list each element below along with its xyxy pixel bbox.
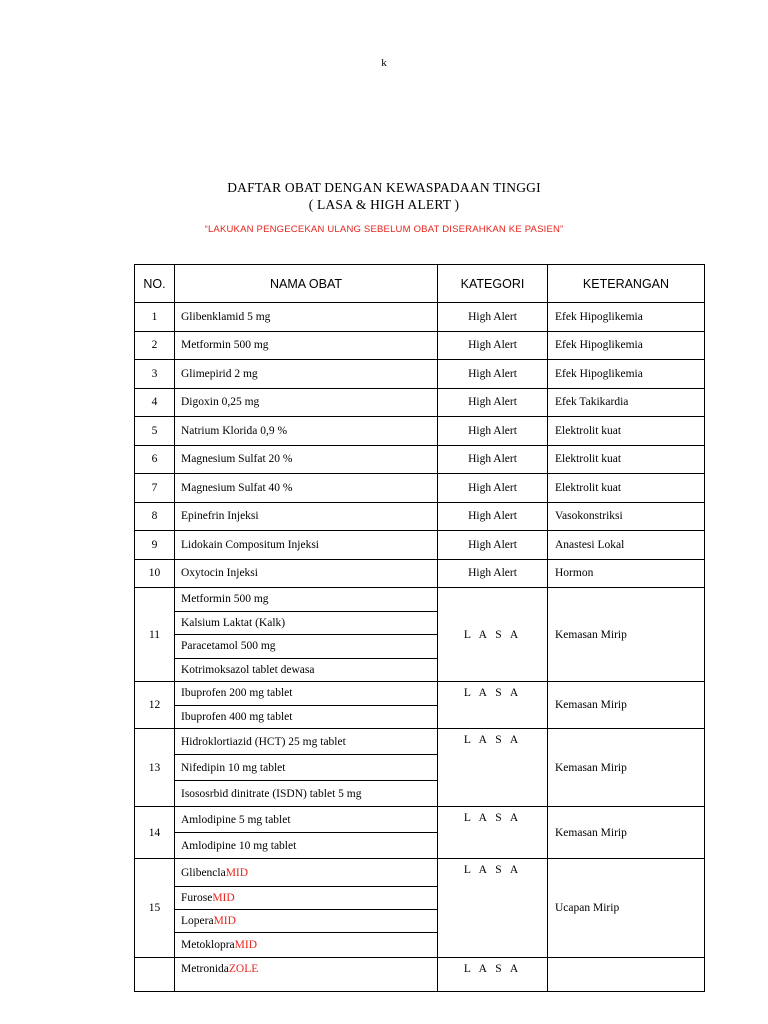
- drug-category: High Alert: [438, 531, 548, 560]
- drug-note: Anastesi Lokal: [548, 531, 705, 560]
- table-row: [135, 303, 705, 332]
- document-subtitle-lasa-high-alert: ( LASA & HIGH ALERT ): [308, 197, 460, 212]
- header-kategori: KATEGORI: [438, 265, 548, 303]
- drug-name: Amlodipine 5 mg tablet: [175, 807, 438, 833]
- drug-note: Kemasan Mirip: [548, 807, 705, 859]
- drug-name: Metformin 500 mg: [175, 588, 438, 612]
- drug-category: High Alert: [438, 417, 548, 446]
- document-title: DAFTAR OBAT DENGAN KEWASPADAAN TINGGI: [227, 180, 541, 195]
- drug-name-suffix: MID: [212, 892, 235, 904]
- header-nama-obat: NAMA OBAT: [175, 265, 438, 303]
- row-no: 3: [135, 360, 175, 389]
- drug-name: [175, 859, 438, 887]
- drug-name: Ibuprofen 200 mg tablet: [175, 682, 438, 706]
- drug-name-suffix: ZOLE: [228, 963, 259, 975]
- drug-category: High Alert: [438, 445, 548, 474]
- table-row: [135, 859, 705, 887]
- row-no: 10: [135, 559, 175, 588]
- drug-name: [175, 958, 438, 992]
- table-row: [135, 474, 705, 503]
- drug-note: Elektrolit kuat: [548, 474, 705, 503]
- row-no: 2: [135, 331, 175, 360]
- table-header-row: [135, 265, 705, 303]
- drug-name: Glibenklamid 5 mg: [175, 303, 438, 332]
- header-no: NO.: [135, 265, 175, 303]
- drug-note: Vasokonstriksi: [548, 502, 705, 531]
- drug-name: Oxytocin Injeksi: [175, 559, 438, 588]
- drug-name: [175, 887, 438, 910]
- table-row: [135, 729, 705, 755]
- drug-category: L A S A: [438, 729, 548, 807]
- row-no: 7: [135, 474, 175, 503]
- table-row: [135, 445, 705, 474]
- drug-note: Elektrolit kuat: [548, 445, 705, 474]
- table-row: [135, 360, 705, 389]
- drug-note: Elektrolit kuat: [548, 417, 705, 446]
- drug-category: L A S A: [438, 807, 548, 859]
- drug-name: Magnesium Sulfat 40 %: [175, 474, 438, 503]
- drug-name: Lidokain Compositum Injeksi: [175, 531, 438, 560]
- drug-name: Natrium Klorida 0,9 %: [175, 417, 438, 446]
- drug-category: L A S A: [438, 859, 548, 958]
- warning-note: “LAKUKAN PENGECEKAN ULANG SEBELUM OBAT DISERAHKAN KE PASIEN”: [204, 224, 564, 235]
- drug-category: High Alert: [438, 502, 548, 531]
- drug-name: Glimepirid 2 mg: [175, 360, 438, 389]
- drug-note: Efek Hipoglikemia: [548, 331, 705, 360]
- drug-name-base: Metronida: [181, 963, 229, 975]
- drug-name: Digoxin 0,25 mg: [175, 388, 438, 417]
- drug-name-base: Glibencla: [181, 866, 226, 879]
- drug-category: High Alert: [438, 474, 548, 503]
- table-row: [135, 958, 705, 992]
- drug-name: [175, 910, 438, 933]
- drug-category: High Alert: [438, 303, 548, 332]
- row-no: 1: [135, 303, 175, 332]
- drug-category: L A S A: [438, 682, 548, 729]
- drug-note: Efek Takikardia: [548, 388, 705, 417]
- row-no: 6: [135, 445, 175, 474]
- drug-name: Ibuprofen 400 mg tablet: [175, 705, 438, 729]
- row-no: 9: [135, 531, 175, 560]
- table-row: [135, 559, 705, 588]
- row-no: 8: [135, 502, 175, 531]
- table-row: [135, 588, 705, 612]
- drug-name: Kalsium Laktat (Kalk): [175, 611, 438, 635]
- table-row: [135, 807, 705, 833]
- table-row: [135, 417, 705, 446]
- row-no: 11: [135, 588, 175, 682]
- row-no: 13: [135, 729, 175, 807]
- drug-name-suffix: MID: [213, 915, 236, 927]
- table-row: [135, 331, 705, 360]
- drug-name: Nifedipin 10 mg tablet: [175, 755, 438, 781]
- drug-name-base: Furose: [181, 892, 213, 904]
- drug-name: Metformin 500 mg: [175, 331, 438, 360]
- drug-note: Efek Hipoglikemia: [548, 360, 705, 389]
- drug-category: High Alert: [438, 559, 548, 588]
- drug-note: Kemasan Mirip: [548, 588, 705, 682]
- drug-category: L A S A: [438, 958, 548, 992]
- drug-note: Kemasan Mirip: [548, 682, 705, 729]
- row-no: 4: [135, 388, 175, 417]
- drug-name: Epinefrin Injeksi: [175, 502, 438, 531]
- row-no: [135, 958, 175, 992]
- drug-table: [134, 264, 705, 992]
- row-no: 15: [135, 859, 175, 958]
- drug-category: High Alert: [438, 331, 548, 360]
- drug-category: L A S A: [438, 588, 548, 682]
- row-no: 12: [135, 682, 175, 729]
- drug-note: Ucapan Mirip: [548, 859, 705, 958]
- drug-category: High Alert: [438, 360, 548, 389]
- drug-name: Paracetamol 500 mg: [175, 635, 438, 659]
- table-row: [135, 388, 705, 417]
- header-keterangan: KETERANGAN: [548, 265, 705, 303]
- drug-name: Kotrimoksazol tablet dewasa: [175, 658, 438, 682]
- drug-name: [175, 933, 438, 958]
- drug-name: Magnesium Sulfat 20 %: [175, 445, 438, 474]
- drug-name: Amlodipine 10 mg tablet: [175, 833, 438, 859]
- row-no: 5: [135, 417, 175, 446]
- drug-note: [548, 958, 705, 992]
- drug-name: Hidroklortiazid (HCT) 25 mg tablet: [175, 729, 438, 755]
- drug-name-suffix: MID: [225, 866, 249, 879]
- row-no: 14: [135, 807, 175, 859]
- drug-note: Efek Hipoglikemia: [548, 303, 705, 332]
- drug-name-suffix: MID: [234, 939, 258, 951]
- drug-category: High Alert: [438, 388, 548, 417]
- drug-name-base: Metoklopra: [181, 939, 235, 951]
- page-mark: k: [381, 57, 387, 69]
- drug-note: Kemasan Mirip: [548, 729, 705, 807]
- table-row: [135, 502, 705, 531]
- table-row: [135, 531, 705, 560]
- drug-name: Isososrbid dinitrate (ISDN) tablet 5 mg: [175, 781, 438, 807]
- table-row: [135, 682, 705, 706]
- drug-name-base: Lopera: [181, 915, 214, 927]
- drug-note: Hormon: [548, 559, 705, 588]
